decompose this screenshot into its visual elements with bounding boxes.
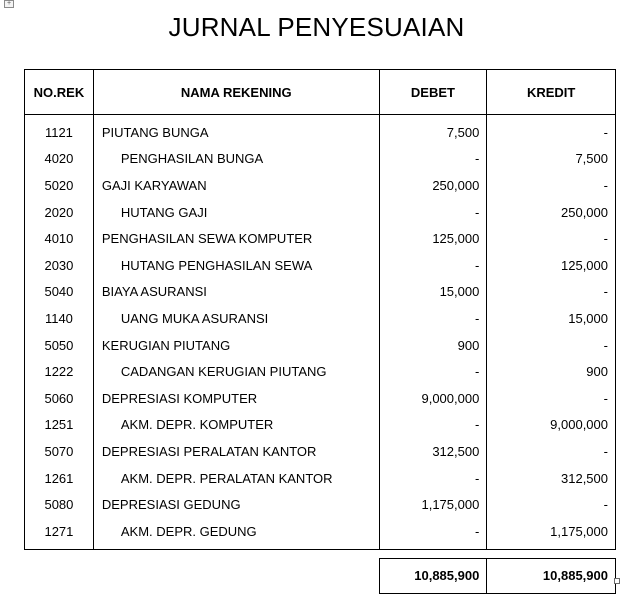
cell-no-rek: 4020 — [25, 146, 94, 173]
journal-body — [25, 115, 616, 550]
cell-nama-rekening: DEPRESIASI KOMPUTER — [93, 385, 379, 412]
cell-debet: 7,500 — [379, 115, 487, 146]
cell-no-rek: 5060 — [25, 385, 94, 412]
cell-no-rek: 2030 — [25, 252, 94, 279]
table-row — [25, 146, 616, 173]
cell-kredit: - — [487, 115, 616, 146]
table-row — [25, 491, 616, 518]
cell-debet: - — [379, 305, 487, 332]
cell-debet: 250,000 — [379, 172, 487, 199]
cell-debet: - — [379, 146, 487, 173]
table-row — [25, 279, 616, 306]
cell-kredit: 15,000 — [487, 305, 616, 332]
cell-kredit: 312,500 — [487, 465, 616, 492]
cell-kredit: - — [487, 172, 616, 199]
cell-no-rek: 2020 — [25, 199, 94, 226]
cell-no-rek: 1271 — [25, 518, 94, 549]
cell-no-rek: 5020 — [25, 172, 94, 199]
anchor-icon[interactable]: + — [4, 0, 14, 8]
table-row — [25, 115, 616, 146]
table-row — [25, 385, 616, 412]
table-row — [25, 358, 616, 385]
cell-debet: - — [379, 465, 487, 492]
page-title: JURNAL PENYESUAIAN — [168, 12, 465, 42]
cell-kredit: - — [487, 332, 616, 359]
cell-kredit: 900 — [487, 358, 616, 385]
table-row — [25, 438, 616, 465]
total-debet: 10,885,900 — [379, 558, 487, 593]
journal-table — [24, 69, 616, 594]
cell-kredit: - — [487, 225, 616, 252]
cell-nama-rekening: HUTANG PENGHASILAN SEWA — [93, 252, 379, 279]
column-header-debet: DEBET — [379, 70, 487, 115]
cell-no-rek: 4010 — [25, 225, 94, 252]
column-header-nama-rekening: NAMA REKENING — [93, 70, 379, 115]
cell-debet: - — [379, 252, 487, 279]
resize-handle-icon[interactable] — [614, 578, 620, 584]
total-kredit: 10,885,900 — [487, 558, 616, 593]
cell-no-rek: 5080 — [25, 491, 94, 518]
cell-kredit: - — [487, 491, 616, 518]
table-row — [25, 332, 616, 359]
cell-no-rek: 1121 — [25, 115, 94, 146]
cell-debet: 9,000,000 — [379, 385, 487, 412]
cell-nama-rekening: KERUGIAN PIUTANG — [93, 332, 379, 359]
cell-no-rek: 1140 — [25, 305, 94, 332]
cell-debet: - — [379, 412, 487, 439]
cell-debet: 15,000 — [379, 279, 487, 306]
cell-no-rek: 5040 — [25, 279, 94, 306]
total-row — [25, 558, 616, 593]
cell-kredit: - — [487, 438, 616, 465]
cell-nama-rekening: CADANGAN KERUGIAN PIUTANG — [93, 358, 379, 385]
cell-nama-rekening: PENGHASILAN BUNGA — [93, 146, 379, 173]
column-header-no-rek: NO.REK — [25, 70, 94, 115]
cell-debet: - — [379, 358, 487, 385]
table-row — [25, 172, 616, 199]
table-row — [25, 252, 616, 279]
table-row — [25, 465, 616, 492]
cell-no-rek: 1251 — [25, 412, 94, 439]
cell-debet: - — [379, 518, 487, 549]
cell-debet: - — [379, 199, 487, 226]
cell-debet: 900 — [379, 332, 487, 359]
cell-no-rek: 5050 — [25, 332, 94, 359]
cell-kredit: 1,175,000 — [487, 518, 616, 549]
cell-nama-rekening: UANG MUKA ASURANSI — [93, 305, 379, 332]
cell-nama-rekening: BIAYA ASURANSI — [93, 279, 379, 306]
cell-no-rek: 5070 — [25, 438, 94, 465]
cell-debet: 125,000 — [379, 225, 487, 252]
cell-no-rek: 1222 — [25, 358, 94, 385]
cell-nama-rekening: AKM. DEPR. KOMPUTER — [93, 412, 379, 439]
cell-nama-rekening: DEPRESIASI GEDUNG — [93, 491, 379, 518]
cell-debet: 312,500 — [379, 438, 487, 465]
table-row — [25, 305, 616, 332]
cell-nama-rekening: AKM. DEPR. PERALATAN KANTOR — [93, 465, 379, 492]
table-row — [25, 225, 616, 252]
cell-kredit: - — [487, 279, 616, 306]
cell-nama-rekening: AKM. DEPR. GEDUNG — [93, 518, 379, 549]
cell-nama-rekening: DEPRESIASI PERALATAN KANTOR — [93, 438, 379, 465]
cell-nama-rekening: GAJI KARYAWAN — [93, 172, 379, 199]
cell-no-rek: 1261 — [25, 465, 94, 492]
cell-debet: 1,175,000 — [379, 491, 487, 518]
cell-kredit: 7,500 — [487, 146, 616, 173]
column-header-kredit: KREDIT — [487, 70, 616, 115]
cell-kredit: 125,000 — [487, 252, 616, 279]
cell-nama-rekening: PENGHASILAN SEWA KOMPUTER — [93, 225, 379, 252]
header-row — [25, 70, 616, 115]
table-row — [25, 199, 616, 226]
cell-nama-rekening: HUTANG GAJI — [93, 199, 379, 226]
cell-kredit: 250,000 — [487, 199, 616, 226]
cell-kredit: 9,000,000 — [487, 412, 616, 439]
table-row — [25, 412, 616, 439]
table-row — [25, 518, 616, 549]
total-blank — [25, 558, 380, 593]
cell-nama-rekening: PIUTANG BUNGA — [93, 115, 379, 146]
cell-kredit: - — [487, 385, 616, 412]
